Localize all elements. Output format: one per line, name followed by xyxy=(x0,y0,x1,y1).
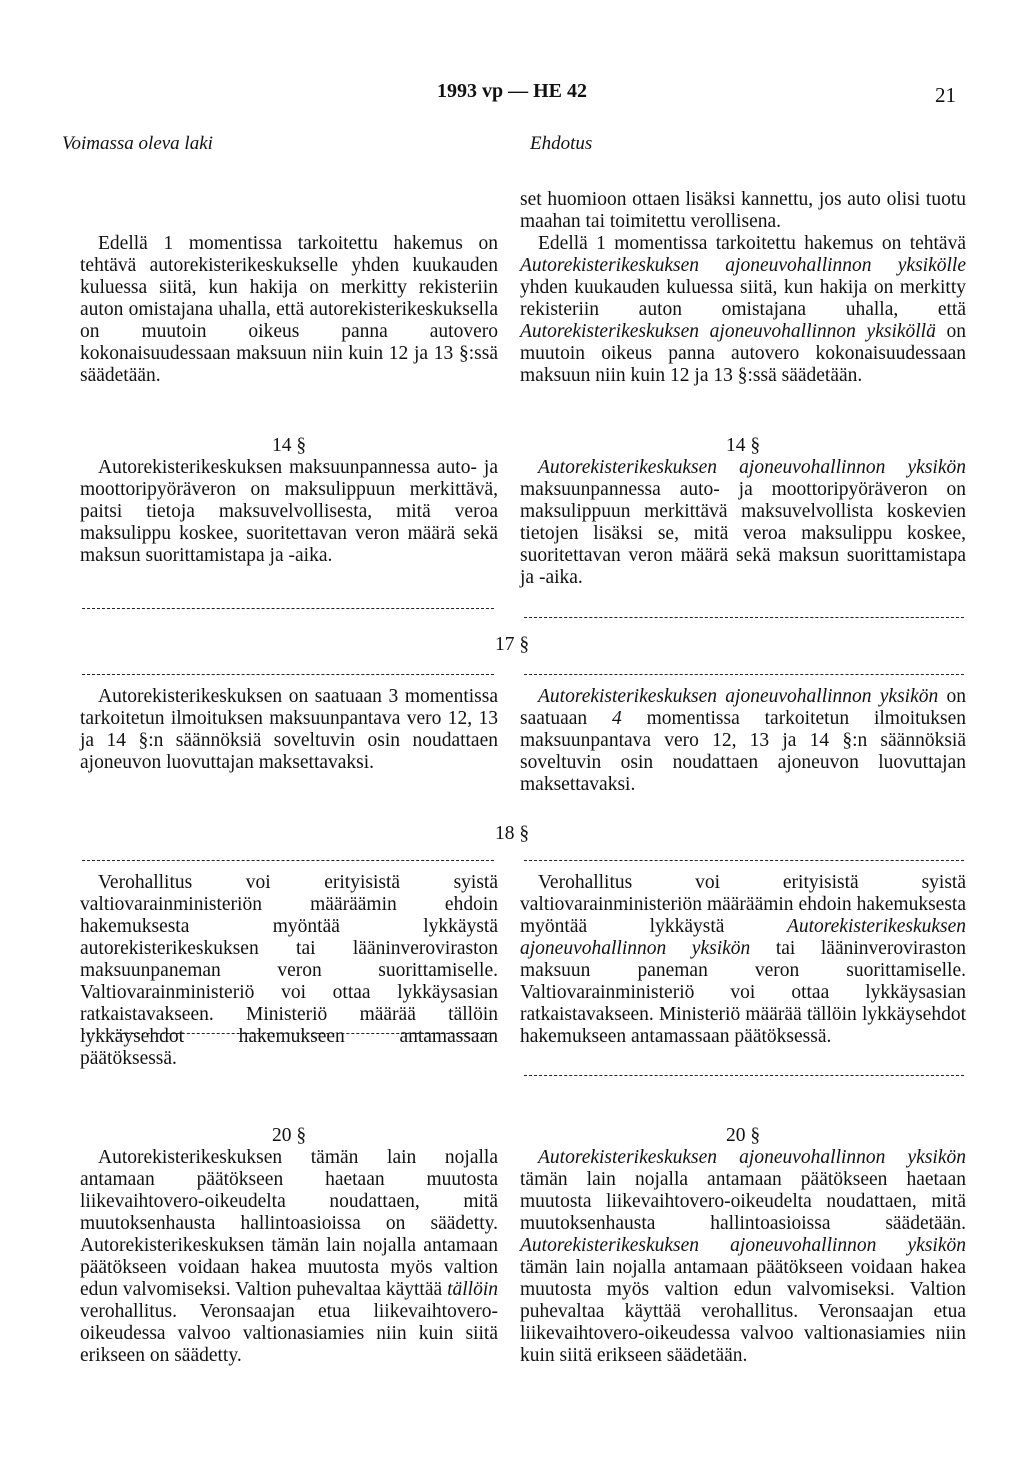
right-omission-dashes xyxy=(524,860,964,861)
right-section-20-heading: 20 § xyxy=(725,1125,761,1146)
right-omission-dashes xyxy=(524,1075,964,1076)
right-omission-dashes xyxy=(524,674,964,675)
right-paragraph-1: Edellä 1 momentissa tarkoitettu hakemus on tehtävä Autorekisterikeskuksen ajoneuvohallinnon yksikölle yhden kuukauden kuluessa siitä, kun hakija on merkitty rekisteriin auton omistajana uhalla, että Autorekisterikeskuksen ajoneuvohallinnon yksiköllä on muutoin oikeus panna autovero kokonaisuudessaan maksuun niin kuin 12 ja 13 §:ssä säädetään. xyxy=(520,233,966,386)
left-omission-dashes xyxy=(82,1033,494,1034)
left-section-17: Autorekisterikeskuksen on saatuaan 3 momentissa tarkoitetun ilmoituksen maksuunpantava vero 12, 13 ja 14 §:n säännöksiä soveltuvin osin noudattaen ajoneuvon luovuttajan maksettavaksi. xyxy=(80,686,498,773)
left-column-heading: Voimassa oleva laki xyxy=(62,133,213,154)
right-column-heading: Ehdotus xyxy=(530,133,593,154)
right-paragraph-0: set huomioon ottaen lisäksi kannettu, jos auto olisi tuotu maahan tai toimitettu verollisena. xyxy=(520,189,966,232)
right-section-14-heading: 14 § xyxy=(725,435,761,456)
section-17-heading: 17 § xyxy=(494,634,530,655)
section-18-heading: 18 § xyxy=(494,823,530,844)
right-omission-dashes xyxy=(524,617,964,618)
left-section-14-text: Autorekisterikeskuksen maksuunpannessa auto- ja moottoripyöräveron on maksulippuun merkittävä, paitsi tietoja maksuvelvollisesta, mitä veroa maksulippu koskee, suoritettavan veron määrä sekä maksun suorittamistapa ja -aika. xyxy=(80,457,498,566)
left-omission-dashes xyxy=(82,674,494,675)
left-section-14-heading: 14 § xyxy=(271,435,307,456)
document-title: 1993 vp — HE 42 xyxy=(436,80,588,102)
right-section-17: Autorekisterikeskuksen ajoneuvohallinnon yksikön on saatuaan 4 momentissa tarkoitetun ilmoituksen maksuunpantava vero 12, 13 ja 14 §:n säännöksiä soveltuvin osin noudattaen ajoneuvon luovuttajan maksettavaksi. xyxy=(520,686,967,795)
page-number: 21 xyxy=(935,83,956,107)
left-omission-dashes xyxy=(82,860,494,861)
right-section-14: 14 § Autorekisterikeskuksen ajoneuvohallinnon yksikön maksuunpannessa auto- ja moottoripyöräveron on maksulippuun merkittävä maksuvelvollista koskevien tietojen lisäksi se, mitä veroa maksulippu koskee, suoritettavan veron määrä sekä maksun suorittamistapa ja -aika. xyxy=(520,435,966,588)
right-section-20: 20 § Autorekisterikeskuksen ajoneuvohallinnon yksikön tämän lain nojalla antamaan päätökseen haetaan muutosta liikevaihtovero-oikeudelta noudattaen, mitä muutoksenhausta hallintoasioissa säädetään. Autorekisterikeskuksen ajoneuvohallinnon yksikön tämän lain nojalla antamaan päätökseen voidaan hakea muutosta myös valtion edun valvomiseksi. Valtion puhevaltaa käyttää verohallitus. Veronsaajan etua liikevaihtovero-oikeudessa valvoo valtionasiamies niin kuin siitä erikseen säädetään. xyxy=(520,1125,966,1366)
left-section-20: 20 § Autorekisterikeskuksen tämän lain nojalla antamaan päätökseen haetaan muutosta liikevaihtovero-oikeudelta noudattaen, mitä muutoksenhausta hallintoasioissa on säädetty. Autorekisterikeskuksen tämän lain nojalla antamaan päätökseen voidaan hakea muutosta myös valtion edun valvomiseksi. Valtion puhevaltaa käyttää tällöin verohallitus. Veronsaajan etua liikevaihtovero-oikeudessa valvoo valtionasiamies niin kuin siitä erikseen on säädetty. xyxy=(80,1125,499,1366)
left-omission-dashes xyxy=(82,608,494,609)
left-section-14 xyxy=(80,435,498,567)
right-section-18: Verohallitus voi erityisistä syistä valtiovarainministeriön määräämin ehdoin hakemuksesta myöntää lykkäystä Autorekisterikeskuksen ajoneuvohallinnon yksikön tai lääninverovirastоn maksuun paneman veron suorittamiselle. Valtiovarainministeriö voi ottaa lykkäysasian ratkaistavakseen. Ministeriö määrää tällöin lykkäysehdot hakemukseen antamassaan päätöksessä. xyxy=(520,872,966,1047)
left-section-18: Verohallitus voi erityisistä syistä valtiovarainministeriön määräämin ehdoin hakemuksesta myöntää lykkäystä autorekisterikeskuksen tai lääninverovirastоn maksuunpaneman veron suorittamiselle. Valtiovarainministeriö voi ottaa lykkäysasian ratkaistavakseen. Ministeriö määrää tällöin lykkäysehdot hakemukseen antamassaan päätöksessä. xyxy=(80,872,498,1069)
left-paragraph-1: Edellä 1 momentissa tarkoitettu hakemus on tehtävä autorekisterikeskukselle yhden kuukauden kuluessa siitä, kun hakija on merkitty rekisteriin auton omistajana uhalla, että autorekisterikeskuksella on muutoin oikeus panna autovero kokonaisuudessaan maksuun niin kuin 12 ja 13 §:ssä säädetään. xyxy=(80,233,498,386)
left-section-20-heading: 20 § xyxy=(271,1125,307,1146)
